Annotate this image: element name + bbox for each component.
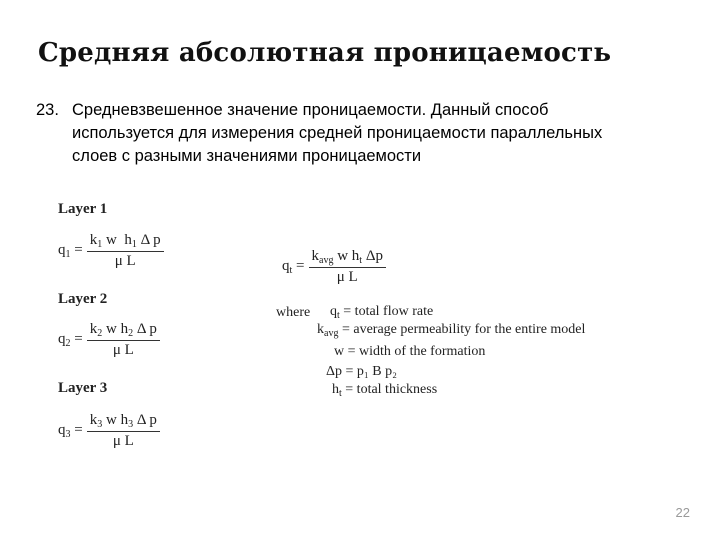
slide-title: Средняя абсолютная проницаемость bbox=[38, 38, 612, 68]
item-number: 23. bbox=[36, 101, 59, 119]
layer-1-equation: $q_1$ = $\frac{k_1 w h_1 \Delta p}{\text{μ L}}$ bbox=[58, 232, 164, 270]
page-number: 22 bbox=[675, 505, 690, 520]
total-flow-equation: $q_t$ = $\frac{k_{avg} w h_t \Delta p}{\text{μ L}}$ bbox=[282, 248, 386, 286]
definition-qt: $q_t$ = total flow rate bbox=[330, 304, 434, 321]
definition-kavg: $k_{avg}$ = average permeability for the entire model bbox=[317, 322, 586, 339]
definition-w: w = width of the formation bbox=[334, 344, 486, 359]
layer-1-label: Layer 1 bbox=[58, 201, 108, 217]
item-line-1 bbox=[36, 99, 676, 122]
layer-3-label: Layer 3 bbox=[58, 380, 108, 396]
where-label: where bbox=[276, 305, 311, 320]
item-line-2: используется для измерения средней проницаемости параллельных bbox=[72, 124, 603, 142]
item-text-1: Средневзвешенное значение проницаемости. Данный способ bbox=[72, 101, 549, 119]
definition-ht: $h_t$ = total thickness bbox=[332, 382, 438, 399]
layer-2-label: Layer 2 bbox=[58, 291, 108, 307]
layer-3-equation: $q_3$ = $\frac{k_3 w h_3 \Delta p}{\text{μ L}}$ bbox=[58, 412, 160, 450]
numbered-item bbox=[36, 99, 676, 168]
item-line-3: слоев с разными значениями проницаемости bbox=[72, 147, 422, 165]
definition-delta-p: Δp = p₁ B p₂ bbox=[326, 364, 398, 379]
layer-2-equation: $q_2$ = $\frac{k_2 w h_2 \Delta p}{\text{μ L}}$ bbox=[58, 321, 160, 359]
